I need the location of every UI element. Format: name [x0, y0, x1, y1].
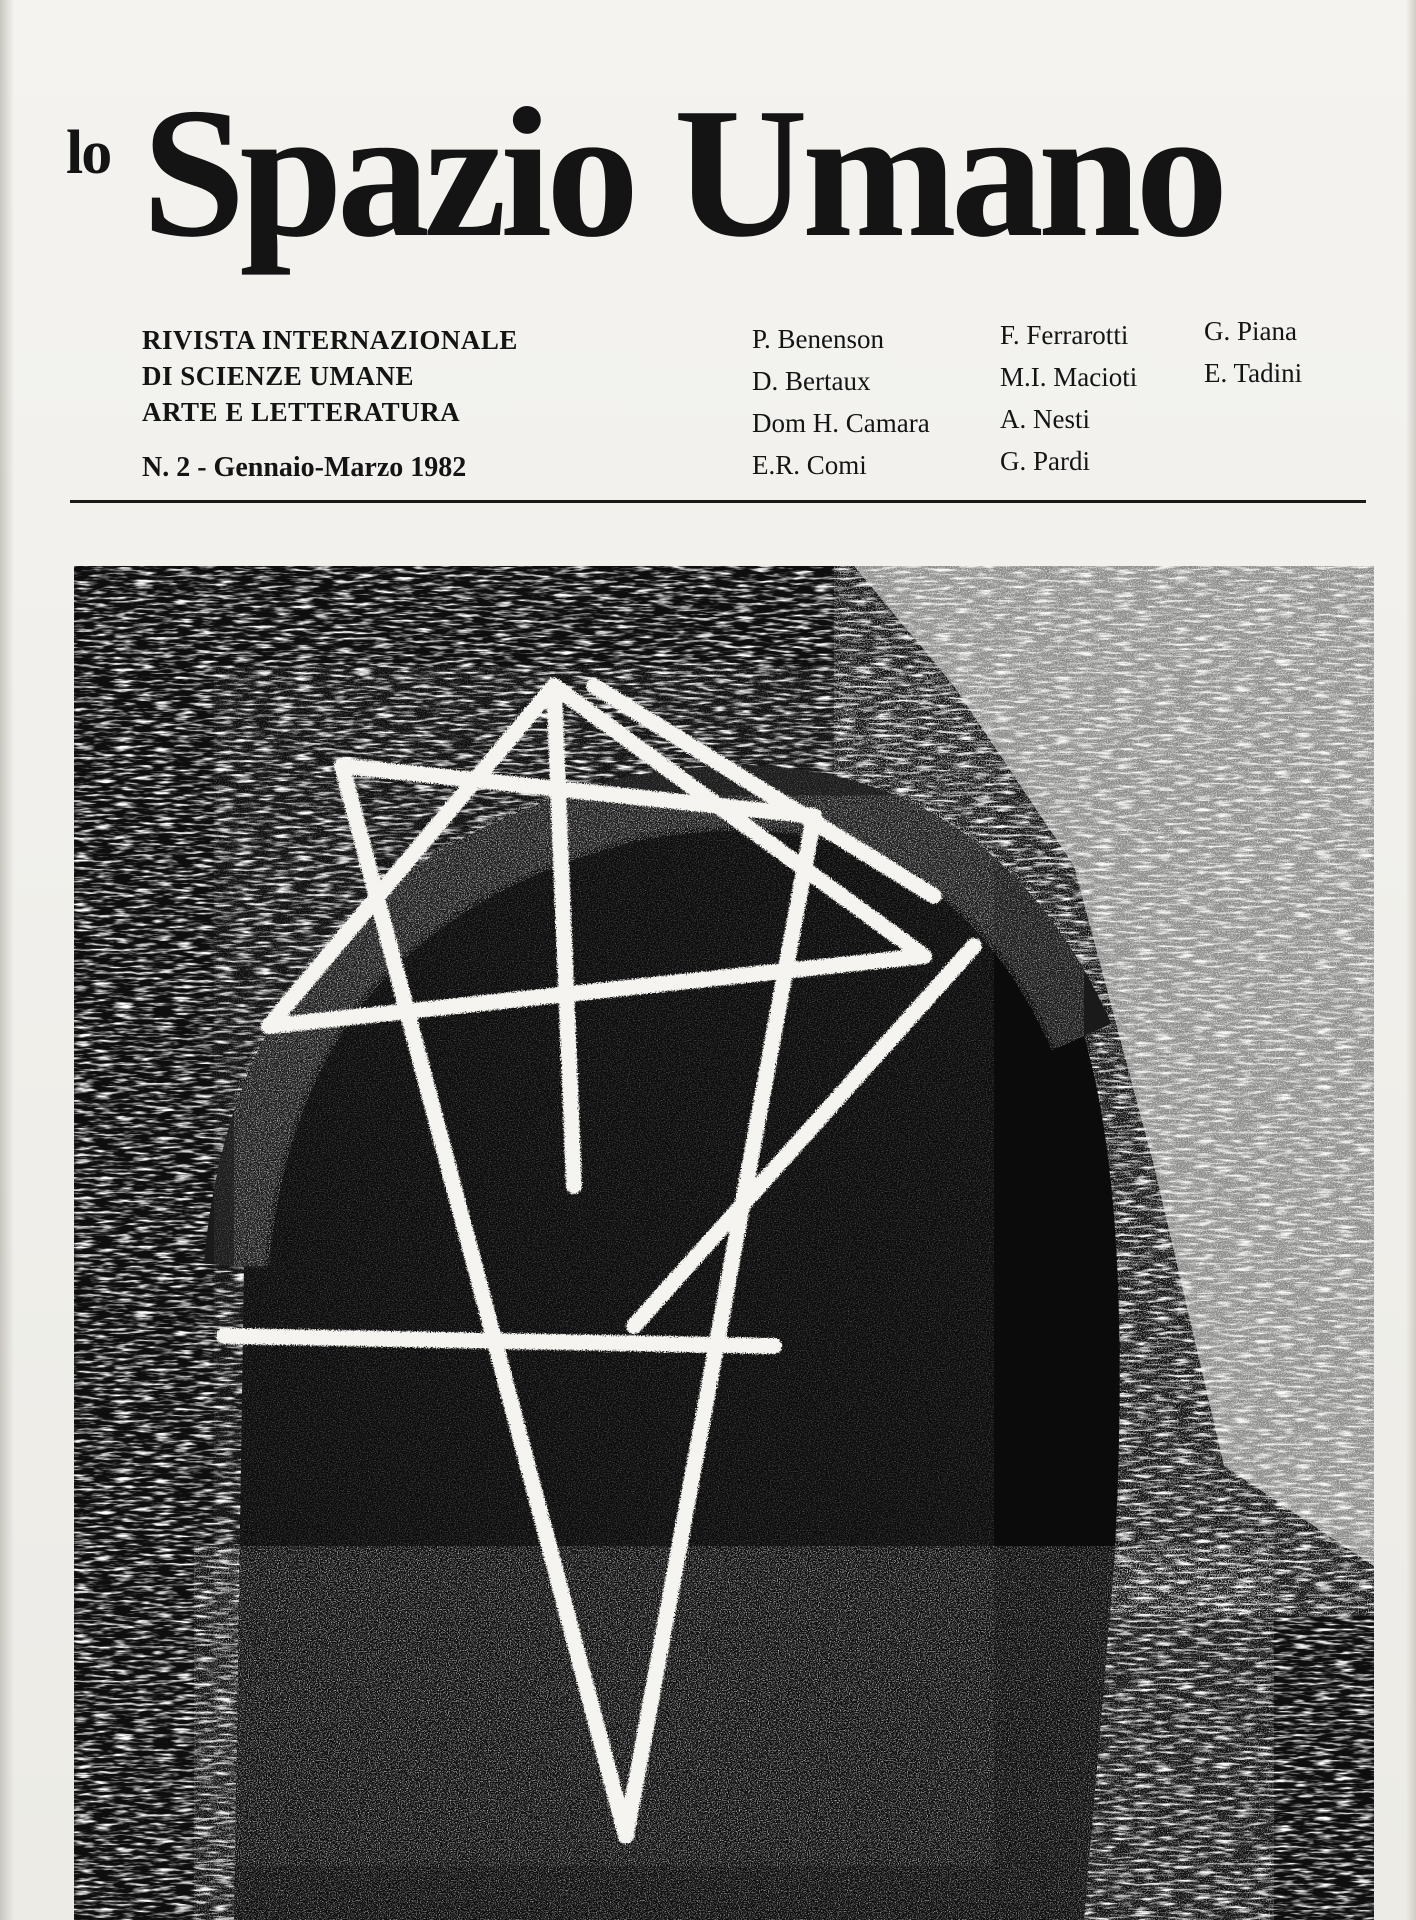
issue-number: N. 2 - Gennaio-Marzo 1982 — [142, 452, 467, 483]
cover-photo — [74, 566, 1374, 1920]
author-name: E. Tadini — [1204, 358, 1303, 388]
subtitle-line: ARTE E LETTERATURA — [142, 397, 461, 427]
masthead-article: lo — [66, 119, 111, 187]
author-name: D. Bertaux — [752, 366, 871, 396]
horizontal-rule — [70, 500, 1366, 503]
subtitle-line: RIVISTA INTERNAZIONALE — [142, 325, 518, 355]
author-name: G. Pardi — [1000, 446, 1090, 476]
star-of-david-arch-photo-icon — [74, 566, 1374, 1920]
author-name: G. Piana — [1204, 316, 1297, 346]
subtitle-line: DI SCIENZE UMANE — [142, 361, 415, 391]
authors-column-2 — [1000, 314, 1137, 482]
masthead — [64, 70, 1364, 306]
page-edge-left — [0, 0, 14, 1920]
page-edge-right — [1406, 0, 1416, 1920]
author-name: P. Benenson — [752, 324, 885, 354]
author-name: M.I. Macioti — [1000, 362, 1138, 392]
author-name: Dom H. Camara — [752, 408, 930, 438]
author-name: A. Nesti — [1000, 404, 1090, 434]
authors-column-1 — [752, 318, 930, 486]
masthead-title: Spazio Umano — [142, 70, 1223, 276]
author-name: E.R. Comi — [752, 450, 867, 480]
author-name: F. Ferrarotti — [1000, 320, 1129, 350]
magazine-subtitle — [142, 322, 592, 430]
authors-column-3 — [1204, 310, 1302, 394]
